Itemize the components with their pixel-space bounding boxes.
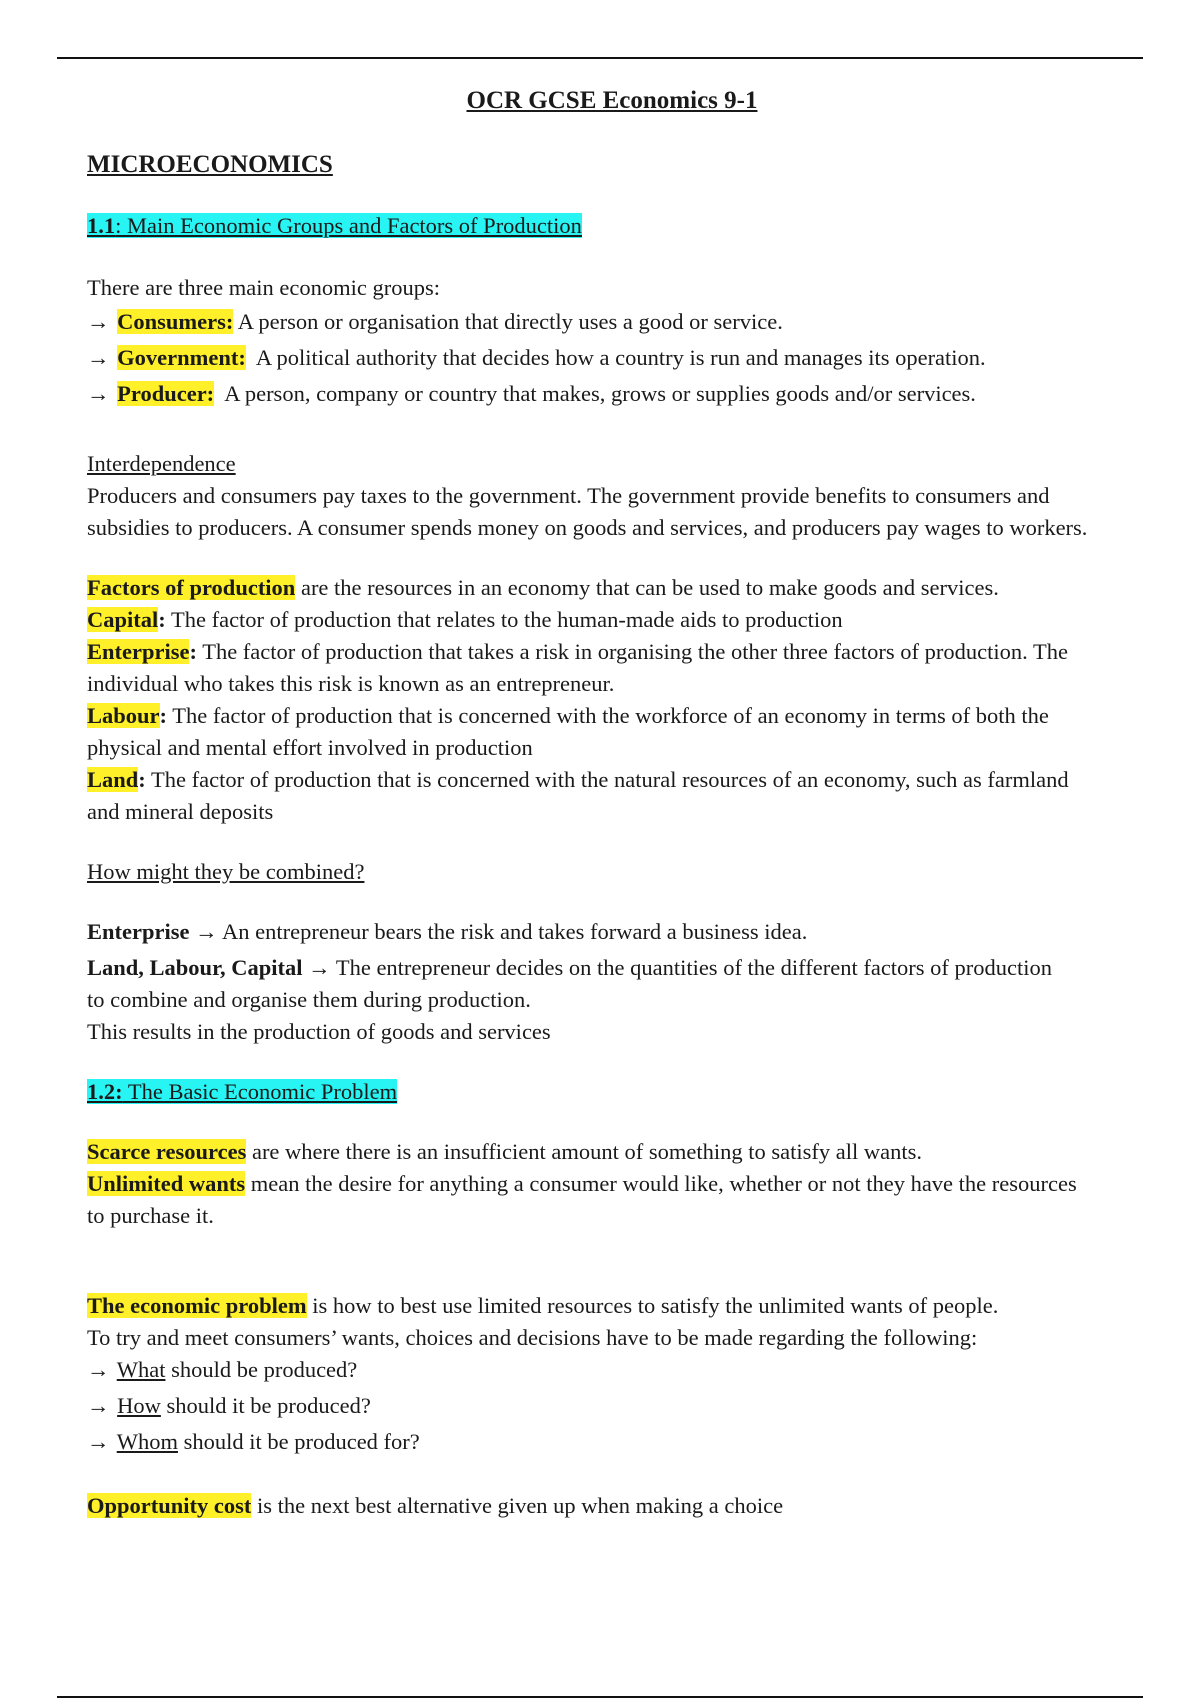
combined-enterprise — [87, 916, 1137, 948]
arrow-icon: → — [87, 309, 110, 334]
question-rest: should it be produced? — [160, 1393, 371, 1418]
group-def: A person or organisation that directly uses a good or service. — [233, 309, 783, 334]
question-what — [87, 1354, 1137, 1386]
factors-definition — [87, 572, 1137, 604]
factors-term: Factors of production — [87, 575, 296, 600]
problem-term: The economic problem — [87, 1293, 307, 1318]
problem-definition — [87, 1290, 1137, 1322]
group-term: Consumers: — [117, 309, 234, 334]
document-page — [87, 84, 1137, 1522]
enterprise-def: The factor of production that takes a risk in organising the other three factors of production. The individual who takes this risk is known as an entrepreneur. — [87, 639, 1068, 696]
opp-term: Opportunity cost — [87, 1493, 252, 1518]
arrow-icon: → — [87, 345, 110, 370]
combined-result: This results in the production of goods and services — [87, 1019, 551, 1044]
scarce-definition — [87, 1136, 1137, 1168]
topic-1-2-title: The Basic Economic Problem — [122, 1079, 398, 1104]
arrow-icon: → — [87, 1429, 110, 1454]
interdependence-heading: Interdependence — [87, 451, 236, 476]
factors-def: are the resources in an economy that can be used to make goods and services. — [295, 575, 999, 600]
land-def: The factor of production that is concerned with the natural resources of an economy, such as farmland and mineral deposits — [87, 767, 1069, 824]
choices-intro: To try and meet consumers’ wants, choices and decisions have to be made regarding the following: — [87, 1325, 978, 1350]
wants-def: mean the desire for anything a consumer would like, whether or not they have the resources to purchase it. — [87, 1171, 1077, 1228]
combined-term: Land, Labour, Capital — [87, 955, 303, 980]
group-producer — [87, 378, 1137, 410]
section-heading: MICROECONOMICS — [87, 151, 333, 178]
topic-1-2-number: 1.2: — [87, 1079, 123, 1104]
group-def: A political authority that decides how a country is run and manages its operation. — [245, 345, 986, 370]
colon: : — [159, 703, 168, 728]
document-title: OCR GCSE Economics 9-1 — [466, 87, 758, 114]
top-rule — [57, 57, 1143, 59]
land-term: Land — [87, 767, 139, 792]
labour-def: The factor of production that is concerned with the workforce of an economy in terms of both the physical and mental effort involved in production — [87, 703, 1049, 760]
topic-1-1-heading — [87, 210, 1137, 242]
topic-1-1-number: 1.1 — [87, 213, 116, 238]
arrow-icon: → — [87, 1357, 110, 1382]
group-def: A person, company or country that makes, grows or supplies goods and/or services. — [214, 381, 976, 406]
combined-term: Enterprise — [87, 919, 190, 944]
topic-1-1-title: : Main Economic Groups and Factors of Production — [115, 213, 582, 238]
enterprise-definition — [87, 636, 1127, 700]
group-term: Government: — [117, 345, 246, 370]
groups-intro: There are three main economic groups: — [87, 275, 440, 300]
labour-term: Labour — [87, 703, 160, 728]
scarce-term: Scarce resources — [87, 1139, 247, 1164]
question-how — [87, 1390, 1137, 1422]
question-word: How — [117, 1393, 161, 1418]
capital-term: Capital — [87, 607, 159, 632]
colon: : — [158, 607, 166, 632]
opportunity-cost-definition — [87, 1490, 1137, 1522]
colon: : — [189, 639, 197, 664]
bottom-rule — [57, 1696, 1143, 1698]
question-rest: should it be produced for? — [177, 1429, 420, 1454]
group-government — [87, 342, 1137, 374]
interdependence-text: Producers and consumers pay taxes to the government. The government provide benefits to consumers and subsidies to producers. A consumer spends money on goods and services, and producers pay wages to workers. — [87, 483, 1088, 540]
capital-definition — [87, 604, 1137, 636]
problem-def: is how to best use limited resources to satisfy the unlimited wants of people. — [306, 1293, 999, 1318]
land-definition — [87, 764, 1077, 828]
enterprise-term: Enterprise — [87, 639, 190, 664]
topic-1-2-heading — [87, 1076, 1137, 1108]
combined-heading: How might they be combined? — [87, 859, 365, 884]
question-rest: should be produced? — [165, 1357, 358, 1382]
labour-definition — [87, 700, 1097, 764]
group-consumers — [87, 306, 1137, 338]
combined-factors — [87, 952, 1067, 1016]
combined-def: → The entrepreneur decides on the quantities of the different factors of production to combine and organise them during production. — [87, 955, 1053, 1012]
question-word: What — [116, 1357, 166, 1382]
wants-definition — [87, 1168, 1077, 1232]
colon: : — [138, 767, 146, 792]
arrow-icon: → — [87, 381, 110, 406]
capital-def: The factor of production that relates to the human-made aids to production — [165, 607, 843, 632]
wants-term: Unlimited wants — [87, 1171, 246, 1196]
arrow-icon: → — [87, 1393, 110, 1418]
group-term: Producer: — [117, 381, 215, 406]
question-word: Whom — [116, 1429, 178, 1454]
scarce-def: are where there is an insufficient amount of something to satisfy all wants. — [246, 1139, 922, 1164]
combined-def: → An entrepreneur bears the risk and takes forward a business idea. — [189, 919, 808, 944]
question-whom — [87, 1426, 1137, 1458]
opp-def: is the next best alternative given up when making a choice — [251, 1493, 784, 1518]
